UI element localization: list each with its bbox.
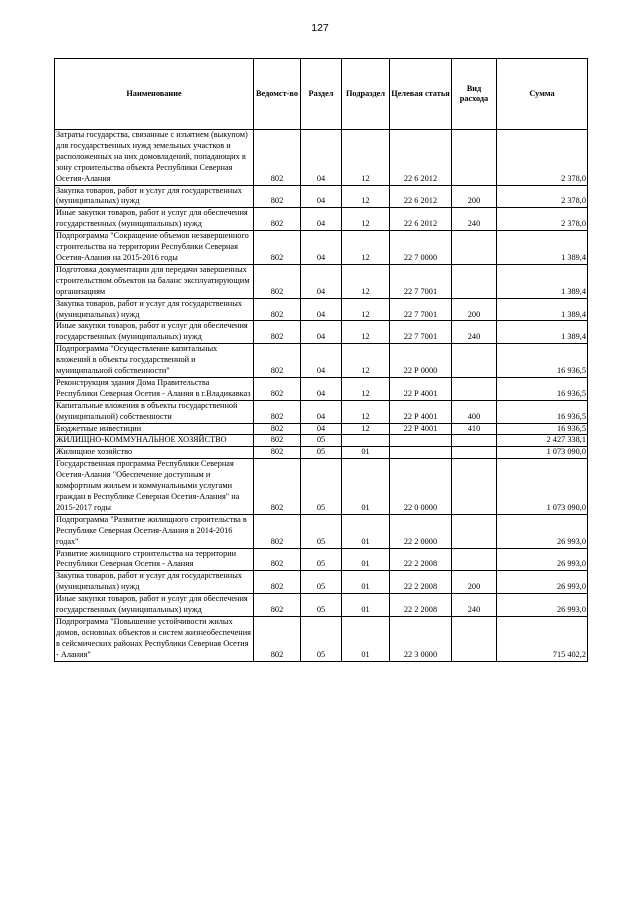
cell-vid bbox=[452, 264, 497, 298]
header-summa: Сумма bbox=[497, 59, 588, 130]
table-row bbox=[55, 231, 588, 265]
cell-vid bbox=[452, 377, 497, 400]
cell-vedomstvo: 802 bbox=[254, 231, 301, 265]
cell-podrazdel: 12 bbox=[342, 231, 390, 265]
table-row bbox=[55, 298, 588, 321]
cell-podrazdel: 01 bbox=[342, 514, 390, 548]
cell-vedomstvo: 802 bbox=[254, 548, 301, 571]
cell-razdel: 04 bbox=[301, 185, 342, 208]
cell-vid bbox=[452, 231, 497, 265]
table-row bbox=[55, 423, 588, 435]
table-row bbox=[55, 459, 588, 515]
cell-tselevaya: 22 Р 4001 bbox=[390, 377, 452, 400]
cell-podrazdel: 12 bbox=[342, 400, 390, 423]
page-number: 127 bbox=[311, 22, 329, 34]
cell-name: Иные закупки товаров, работ и услуг для обеспечения государственных (муниципальных) нужд bbox=[55, 208, 254, 231]
cell-razdel: 05 bbox=[301, 571, 342, 594]
cell-tselevaya: 22 Р 0000 bbox=[390, 344, 452, 378]
cell-summa: 1 389,4 bbox=[497, 298, 588, 321]
table-row bbox=[55, 344, 588, 378]
cell-razdel: 04 bbox=[301, 130, 342, 186]
cell-summa: 16 936,5 bbox=[497, 377, 588, 400]
table-row bbox=[55, 548, 588, 571]
cell-razdel: 05 bbox=[301, 616, 342, 661]
cell-tselevaya: 22 2 0000 bbox=[390, 514, 452, 548]
cell-razdel: 04 bbox=[301, 298, 342, 321]
cell-podrazdel: 01 bbox=[342, 459, 390, 515]
table-row bbox=[55, 377, 588, 400]
cell-vedomstvo: 802 bbox=[254, 377, 301, 400]
cell-podrazdel: 12 bbox=[342, 185, 390, 208]
cell-vid bbox=[452, 616, 497, 661]
cell-summa: 1 073 090,0 bbox=[497, 447, 588, 459]
cell-name: Закупка товаров, работ и услуг для государственных (муниципальных) нужд bbox=[55, 185, 254, 208]
cell-podrazdel: 12 bbox=[342, 298, 390, 321]
table-row bbox=[55, 514, 588, 548]
cell-razdel: 04 bbox=[301, 321, 342, 344]
header-name: Наименование bbox=[55, 59, 254, 130]
cell-vid: 400 bbox=[452, 400, 497, 423]
cell-vid: 200 bbox=[452, 571, 497, 594]
cell-podrazdel: 01 bbox=[342, 616, 390, 661]
cell-summa: 1 389,4 bbox=[497, 321, 588, 344]
cell-name: Подготовка документации для передачи завершенных строительством объектов на баланс эксплуатирующим организациям bbox=[55, 264, 254, 298]
cell-razdel: 05 bbox=[301, 459, 342, 515]
cell-name: Государственная программа Республики Северная Осетия-Алания "Обеспечение доступным и комфортным жильем и коммунальными услугами граждан в Республике Северная Осетия-Алания" на 2015-2017 годы bbox=[55, 459, 254, 515]
cell-razdel: 04 bbox=[301, 400, 342, 423]
header-vedomstvo: Ведомст-во bbox=[254, 59, 301, 130]
cell-summa: 2 378,0 bbox=[497, 185, 588, 208]
cell-razdel: 05 bbox=[301, 514, 342, 548]
cell-tselevaya: 22 2 2008 bbox=[390, 594, 452, 617]
cell-vid: 240 bbox=[452, 594, 497, 617]
cell-vedomstvo: 802 bbox=[254, 298, 301, 321]
cell-name: Бюджетные инвестиции bbox=[55, 423, 254, 435]
cell-name: Жилищное хозяйство bbox=[55, 447, 254, 459]
cell-name: Иные закупки товаров, работ и услуг для обеспечения государственных (муниципальных) нужд bbox=[55, 321, 254, 344]
cell-vid bbox=[452, 548, 497, 571]
cell-vid: 200 bbox=[452, 185, 497, 208]
table-row bbox=[55, 264, 588, 298]
cell-vedomstvo: 802 bbox=[254, 459, 301, 515]
cell-podrazdel: 12 bbox=[342, 208, 390, 231]
header-row bbox=[55, 59, 588, 130]
cell-tselevaya: 22 Р 4001 bbox=[390, 423, 452, 435]
cell-vedomstvo: 802 bbox=[254, 514, 301, 548]
cell-vedomstvo: 802 bbox=[254, 321, 301, 344]
cell-vid bbox=[452, 130, 497, 186]
cell-razdel: 05 bbox=[301, 447, 342, 459]
cell-podrazdel: 01 bbox=[342, 594, 390, 617]
cell-tselevaya bbox=[390, 447, 452, 459]
cell-vedomstvo: 802 bbox=[254, 208, 301, 231]
table-row bbox=[55, 400, 588, 423]
cell-vid: 200 bbox=[452, 298, 497, 321]
cell-name: Капитальные вложения в объекты государственной (муниципальной) собственности bbox=[55, 400, 254, 423]
cell-name: Подпрограмма "Развитие жилищного строительства в Республике Северная Осетия-Алания в 2014-2016 годах" bbox=[55, 514, 254, 548]
cell-name: ЖИЛИЩНО-КОММУНАЛЬНОЕ ХОЗЯЙСТВО bbox=[55, 435, 254, 447]
cell-name: Иные закупки товаров, работ и услуг для обеспечения государственных (муниципальных) нужд bbox=[55, 594, 254, 617]
cell-tselevaya: 22 3 0000 bbox=[390, 616, 452, 661]
cell-summa: 26 993,0 bbox=[497, 548, 588, 571]
cell-name: Подпрограмма "Сокращение объемов незавершенного строительства на территории Республики Северная Осетия-Алания на 2015-2016 годы bbox=[55, 231, 254, 265]
cell-razdel: 04 bbox=[301, 264, 342, 298]
cell-podrazdel: 12 bbox=[342, 321, 390, 344]
cell-tselevaya bbox=[390, 435, 452, 447]
cell-podrazdel: 12 bbox=[342, 377, 390, 400]
cell-tselevaya: 22 6 2012 bbox=[390, 130, 452, 186]
cell-tselevaya: 22 0 0000 bbox=[390, 459, 452, 515]
header-vid: Вид расхода bbox=[452, 59, 497, 130]
cell-tselevaya: 22 7 7001 bbox=[390, 264, 452, 298]
cell-summa: 1 389,4 bbox=[497, 231, 588, 265]
cell-summa: 16 936,5 bbox=[497, 423, 588, 435]
cell-summa: 1 073 090,0 bbox=[497, 459, 588, 515]
table-row bbox=[55, 571, 588, 594]
cell-vid bbox=[452, 435, 497, 447]
cell-summa: 2 427 338,1 bbox=[497, 435, 588, 447]
cell-vedomstvo: 802 bbox=[254, 423, 301, 435]
cell-tselevaya: 22 6 2012 bbox=[390, 185, 452, 208]
cell-vedomstvo: 802 bbox=[254, 447, 301, 459]
cell-name: Подпрограмма "Повышение устойчивости жилых домов, основных объектов и систем жизнеобеспечения в сейсмических районах Республики Северная Осетия - Алания" bbox=[55, 616, 254, 661]
cell-summa: 16 936,5 bbox=[497, 344, 588, 378]
cell-razdel: 04 bbox=[301, 423, 342, 435]
cell-summa: 26 993,0 bbox=[497, 571, 588, 594]
header-razdel: Раздел bbox=[301, 59, 342, 130]
table-row bbox=[55, 616, 588, 661]
cell-tselevaya: 22 2 2008 bbox=[390, 548, 452, 571]
cell-summa: 26 993,0 bbox=[497, 594, 588, 617]
cell-vedomstvo: 802 bbox=[254, 594, 301, 617]
cell-razdel: 04 bbox=[301, 344, 342, 378]
cell-summa: 16 936,5 bbox=[497, 400, 588, 423]
cell-razdel: 05 bbox=[301, 548, 342, 571]
cell-razdel: 05 bbox=[301, 435, 342, 447]
cell-podrazdel: 12 bbox=[342, 130, 390, 186]
cell-summa: 1 389,4 bbox=[497, 264, 588, 298]
cell-tselevaya: 22 7 0000 bbox=[390, 231, 452, 265]
cell-vedomstvo: 802 bbox=[254, 616, 301, 661]
cell-summa: 26 993,0 bbox=[497, 514, 588, 548]
cell-vedomstvo: 802 bbox=[254, 130, 301, 186]
cell-name: Подпрограмма "Осуществление капитальных вложений в объекты государственной и муниципальной собственности" bbox=[55, 344, 254, 378]
table-row bbox=[55, 321, 588, 344]
cell-podrazdel: 01 bbox=[342, 447, 390, 459]
cell-name: Закупка товаров, работ и услуг для государственных (муниципальных) нужд bbox=[55, 571, 254, 594]
cell-vedomstvo: 802 bbox=[254, 435, 301, 447]
header-tselevaya: Целевая статья bbox=[390, 59, 452, 130]
cell-tselevaya: 22 7 7001 bbox=[390, 298, 452, 321]
cell-vedomstvo: 802 bbox=[254, 185, 301, 208]
cell-vedomstvo: 802 bbox=[254, 344, 301, 378]
cell-tselevaya: 22 2 2008 bbox=[390, 571, 452, 594]
cell-vid bbox=[452, 459, 497, 515]
cell-podrazdel bbox=[342, 435, 390, 447]
cell-vid bbox=[452, 344, 497, 378]
cell-name: Развитие жилищного строительства на территории Республики Северная Осетия - Алания bbox=[55, 548, 254, 571]
cell-summa: 2 378,0 bbox=[497, 208, 588, 231]
cell-vedomstvo: 802 bbox=[254, 400, 301, 423]
header-podrazdel: Подраздел bbox=[342, 59, 390, 130]
table-row bbox=[55, 130, 588, 186]
cell-vid: 240 bbox=[452, 208, 497, 231]
cell-podrazdel: 12 bbox=[342, 264, 390, 298]
cell-razdel: 05 bbox=[301, 594, 342, 617]
cell-summa: 715 402,2 bbox=[497, 616, 588, 661]
budget-table bbox=[54, 58, 588, 662]
cell-vid bbox=[452, 447, 497, 459]
table-row bbox=[55, 185, 588, 208]
cell-razdel: 04 bbox=[301, 377, 342, 400]
cell-tselevaya: 22 6 2012 bbox=[390, 208, 452, 231]
cell-name: Закупка товаров, работ и услуг для государственных (муниципальных) нужд bbox=[55, 298, 254, 321]
cell-vedomstvo: 802 bbox=[254, 571, 301, 594]
cell-podrazdel: 12 bbox=[342, 423, 390, 435]
cell-razdel: 04 bbox=[301, 231, 342, 265]
cell-podrazdel: 01 bbox=[342, 571, 390, 594]
cell-vid: 410 bbox=[452, 423, 497, 435]
cell-tselevaya: 22 7 7001 bbox=[390, 321, 452, 344]
cell-podrazdel: 01 bbox=[342, 548, 390, 571]
cell-vid bbox=[452, 514, 497, 548]
cell-vid: 240 bbox=[452, 321, 497, 344]
cell-vedomstvo: 802 bbox=[254, 264, 301, 298]
table-row bbox=[55, 208, 588, 231]
cell-name: Реконструкция здания Дома Правительства Республики Северная Осетия - Алания в г.Владикавказ bbox=[55, 377, 254, 400]
cell-podrazdel: 12 bbox=[342, 344, 390, 378]
table-row bbox=[55, 435, 588, 447]
table-row bbox=[55, 594, 588, 617]
cell-tselevaya: 22 Р 4001 bbox=[390, 400, 452, 423]
table-row bbox=[55, 447, 588, 459]
cell-name: Затраты государства, связанные с изъятием (выкупом) для государственных нужд земельных участков и расположенных на них домовладений, попадающих в зону строительства объекта Республики Северная Осетия-Алания bbox=[55, 130, 254, 186]
cell-razdel: 04 bbox=[301, 208, 342, 231]
cell-summa: 2 378,0 bbox=[497, 130, 588, 186]
